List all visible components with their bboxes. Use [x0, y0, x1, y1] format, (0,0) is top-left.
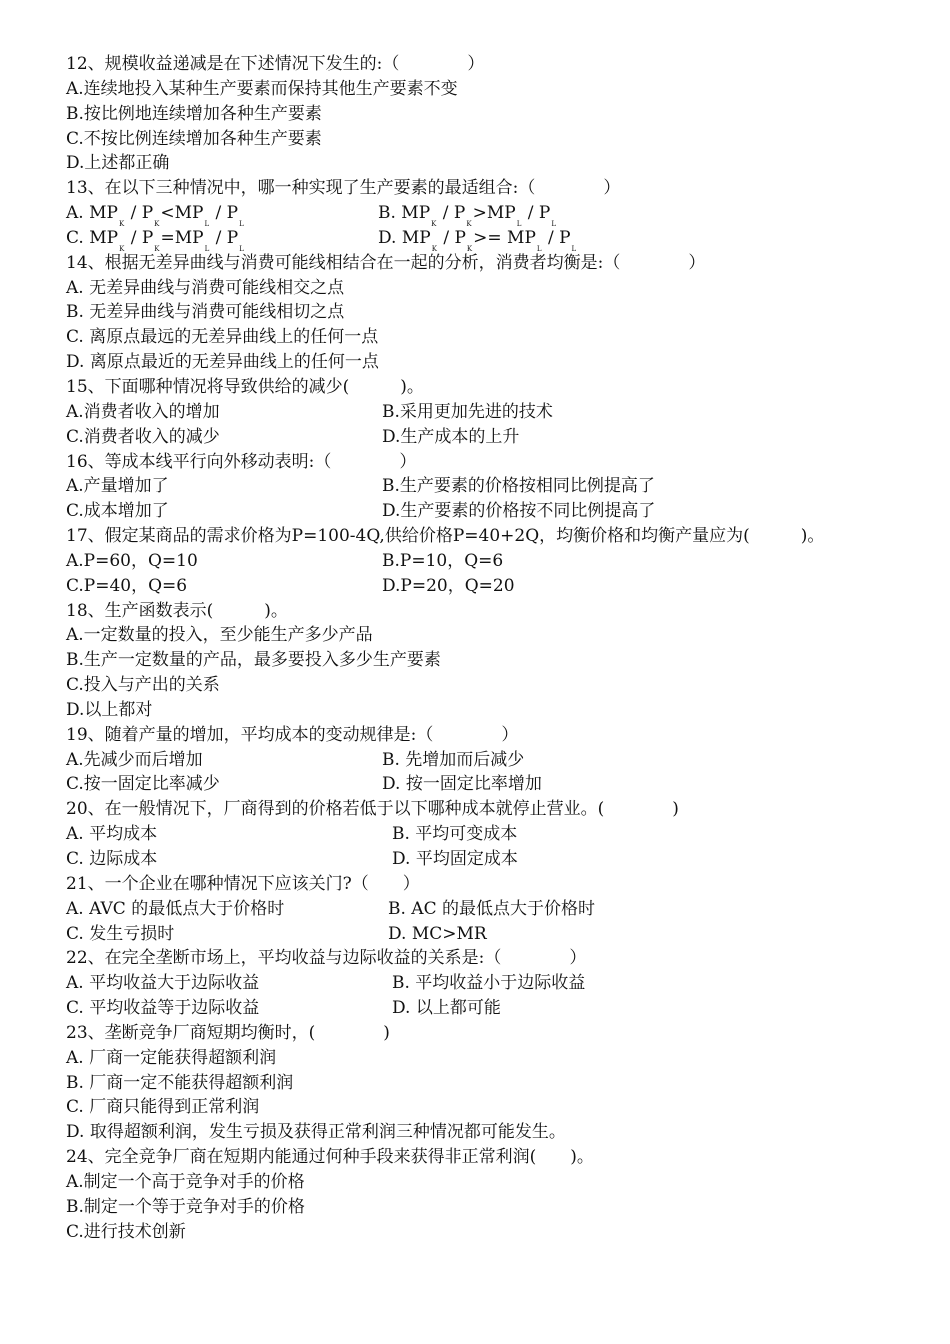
q13-option-d: D. $MP_K / P_K>= MP_L / P_L$	[378, 227, 577, 253]
q16-option-c: C.成本增加了	[66, 501, 169, 522]
q22-option-d: D. 以上都可能	[392, 998, 501, 1019]
q23-option-b: B. 厂商一定不能获得超额利润	[66, 1072, 294, 1093]
q21-option-d: D. MC>MR	[388, 923, 487, 944]
q15-option-a: A.消费者收入的增加	[66, 401, 220, 422]
q18-option-a: A.一定数量的投入，至少能生产多少产品	[66, 625, 373, 646]
q15-options-row-2	[66, 425, 926, 450]
q20-options-row-1	[66, 822, 926, 847]
q18-option-c: C.投入与产出的关系	[66, 675, 220, 696]
q14-option-d: D. 离原点最近的无差异曲线上的任何一点	[66, 352, 379, 373]
q19-options-row-1	[66, 748, 926, 773]
q17-option-a: A.P=60，Q=10	[66, 550, 198, 571]
q24-option-c: C.进行技术创新	[66, 1221, 186, 1242]
q20-option-c: C. 边际成本	[66, 849, 158, 869]
q20-option-b: B. 平均可变成本	[392, 824, 518, 845]
q18-option-b: B.生产一定数量的产品，最多要投入多少生产要素	[66, 650, 441, 671]
question-18-stem: 18、生产函数表示( )。	[66, 600, 288, 621]
q23-option-c: C. 厂商只能得到正常利润	[66, 1097, 260, 1118]
question-23-stem: 23、垄断竞争厂商短期均衡时，( )	[66, 1022, 390, 1043]
q19-option-b: B. 先增加而后减少	[382, 749, 525, 770]
question-22-stem: 22、在完全垄断市场上，平均收益与边际收益的关系是:（ ）	[66, 948, 587, 969]
q17-options-row-1	[66, 549, 926, 574]
q21-options-row-2	[66, 922, 926, 947]
q17-options-row-2	[66, 574, 926, 599]
q14-option-a: A. 无差异曲线与消费可能线相交之点	[66, 277, 345, 298]
q24-option-b: B.制定一个等于竞争对手的价格	[66, 1196, 305, 1217]
q16-options-row-1	[66, 474, 926, 499]
q13-option-c: C. $MP_K / P_K=MP_L / P_L$	[66, 227, 244, 253]
q22-option-c: C. 平均收益等于边际收益	[66, 998, 260, 1019]
question-19-stem: 19、随着产量的增加，平均成本的变动规律是:（ ）	[66, 724, 519, 745]
q20-option-d: D. 平均固定成本	[392, 849, 518, 869]
q22-option-a: A. 平均收益大于边际收益	[66, 973, 260, 994]
q12-option-c: C.不按比例连续增加各种生产要素	[66, 128, 322, 149]
q15-option-b: B.采用更加先进的技术	[382, 401, 553, 422]
q17-option-c: C.P=40，Q=6	[66, 575, 188, 596]
q15-option-c: C.消费者收入的减少	[66, 426, 220, 447]
q12-option-b: B.按比例地连续增加各种生产要素	[66, 103, 322, 124]
q13-option-b: B. $MP_K / P_K>MP_L / P_L$	[378, 203, 556, 229]
q15-options-row-1	[66, 400, 926, 425]
q14-option-b: B. 无差异曲线与消费可能线相切之点	[66, 302, 345, 323]
question-16-stem: 16、等成本线平行向外移动表明:（ ）	[66, 451, 417, 472]
q21-option-a: A. AVC 的最低点大于价格时	[66, 898, 285, 919]
question-14-stem: 14、根据无差异曲线与消费可能线相结合在一起的分析，消费者均衡是:（ ）	[66, 252, 706, 273]
q22-options-row-2	[66, 996, 926, 1021]
q14-option-c: C. 离原点最远的无差异曲线上的任何一点	[66, 327, 379, 348]
q19-option-d: D. 按一固定比率增加	[382, 774, 542, 795]
q21-options-row-1	[66, 897, 926, 922]
q20-option-a: A. 平均成本	[66, 824, 158, 845]
q22-option-b: B. 平均收益小于边际收益	[392, 973, 586, 994]
question-13-stem: 13、在以下三种情况中，哪一种实现了生产要素的最适组合:（ ）	[66, 178, 621, 199]
q24-option-a: A.制定一个高于竞争对手的价格	[66, 1171, 305, 1192]
q12-option-d: D.上述都正确	[66, 153, 170, 174]
q16-option-d: D.生产要素的价格按不同比例提高了	[382, 501, 656, 522]
question-20-stem: 20、在一般情况下，厂商得到的价格若低于以下哪种成本就停止营业。( )	[66, 799, 679, 820]
q23-option-d: D. 取得超额利润，发生亏损及获得正常利润三种情况都可能发生。	[66, 1122, 566, 1143]
q19-options-row-2	[66, 772, 926, 797]
question-12-stem: 12、规模收益递减是在下述情况下发生的:（ ）	[66, 54, 485, 74]
q13-options-row-2	[66, 226, 926, 251]
q19-option-a: A.先减少而后增加	[66, 749, 203, 770]
q22-options-row-1	[66, 971, 926, 996]
q17-option-d: D.P=20，Q=20	[382, 575, 515, 596]
q19-option-c: C.按一固定比率减少	[66, 774, 220, 795]
q12-option-a: A.连续地投入某种生产要素而保持其他生产要素不变	[66, 78, 458, 99]
question-sheet	[66, 52, 926, 1245]
q16-option-b: B.生产要素的价格按相同比例提高了	[382, 476, 655, 497]
question-17-stem: 17、假定某商品的需求价格为P=100-4Q,供给价格P=40+2Q，均衡价格和均衡产量应为( )。	[66, 526, 825, 547]
question-21-stem: 21、一个企业在哪种情况下应该关门?（ ）	[66, 873, 420, 894]
q23-option-a: A. 厂商一定能获得超额利润	[66, 1047, 277, 1068]
q21-option-c: C. 发生亏损时	[66, 923, 175, 944]
q13-options-row-1	[66, 201, 926, 229]
q17-option-b: B.P=10，Q=6	[382, 550, 504, 571]
q16-option-a: A.产量增加了	[66, 476, 169, 497]
q20-options-row-2	[66, 847, 926, 872]
question-15-stem: 15、下面哪种情况将导致供给的减少( )。	[66, 376, 424, 397]
q18-option-d: D.以上都对	[66, 699, 153, 720]
q21-option-b: B. AC 的最低点大于价格时	[388, 898, 595, 919]
q16-options-row-2	[66, 499, 926, 524]
q15-option-d: D.生产成本的上升	[382, 426, 520, 447]
q13-option-a: A. $MP_K / P_K<MP_L / P_L$	[66, 203, 244, 229]
question-24-stem: 24、完全竞争厂商在短期内能通过何种手段来获得非正常利润( )。	[66, 1147, 594, 1168]
